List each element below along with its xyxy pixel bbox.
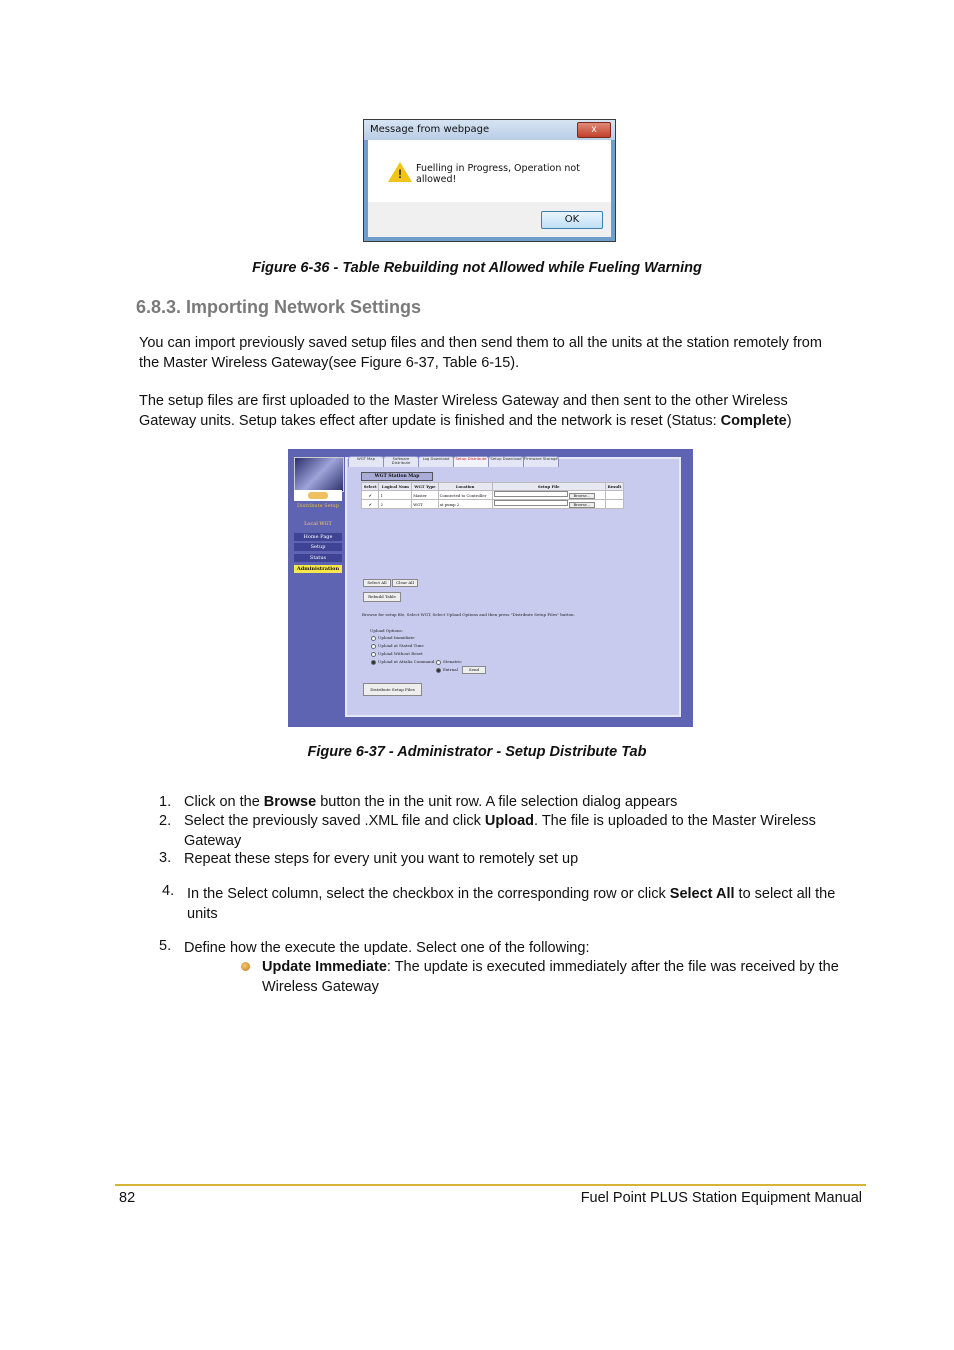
figure-6-37-caption: Figure 6-37 - Administrator - Setup Distribute Tab xyxy=(307,744,647,760)
table-row xyxy=(362,500,624,509)
dialog-footer xyxy=(368,202,611,237)
file-input[interactable] xyxy=(494,491,568,497)
col-logical-num: Logical Num xyxy=(379,483,412,491)
row-setup-file xyxy=(492,491,605,500)
instructions-text: Browse for setup file, Select WGT, Select Upload Options and then press "Distribute Setup Files" button. xyxy=(362,612,575,617)
step-3: Repeat these steps for every unit you want to remotely set up xyxy=(184,851,579,867)
row-location: at pump 2 xyxy=(438,500,492,509)
dialog-message: Fuelling in Progress, Operation not allowed! xyxy=(416,163,580,185)
tab-firmware-storage[interactable]: Firmware Storage xyxy=(523,456,559,467)
step-5: Define how the execute the update. Select one of the following: xyxy=(184,940,590,956)
browse-button[interactable]: Browse... xyxy=(569,502,595,508)
close-button[interactable]: x xyxy=(577,122,611,138)
option-immediate[interactable]: Upload Immidiate xyxy=(371,635,414,641)
ok-button[interactable]: OK xyxy=(541,211,603,229)
step-4: In the Select column, select the checkbox in the corresponding row or click Select All to select all the units xyxy=(187,886,836,922)
logo-banner xyxy=(294,490,342,501)
nav-status[interactable]: Status xyxy=(294,554,342,562)
step-2: Select the previously saved .XML file and click Upload. The file is uploaded to the Master Wireless Gateway xyxy=(184,813,816,849)
row-checkbox[interactable]: ✔ xyxy=(362,500,379,509)
col-location: Location xyxy=(438,483,492,491)
section-heading: 6.8.3. Importing Network Settings xyxy=(136,297,422,317)
bullet-icon xyxy=(241,962,250,971)
tab-setup-download[interactable]: Setup Download xyxy=(488,456,524,467)
col-setup-file: Setup File xyxy=(492,483,605,491)
dialog-title: Message from webpage xyxy=(364,120,615,140)
row-setup-file xyxy=(492,500,605,509)
sub-option-2[interactable]: Extrnal xyxy=(436,667,458,673)
send-button[interactable]: Send xyxy=(462,666,486,674)
tab-log-download[interactable]: Log Download xyxy=(418,456,454,467)
footer-title: Fuel Point PLUS Station Equipment Manual xyxy=(580,1190,862,1206)
step-number: 2. xyxy=(159,813,172,829)
option-command[interactable]: Upload at Attalia Command xyxy=(371,659,434,665)
message-dialog xyxy=(363,119,616,242)
row-type: Master xyxy=(412,491,438,500)
row-result xyxy=(605,500,623,509)
clear-all-button[interactable]: Clear All xyxy=(392,579,418,587)
nav-administration[interactable]: Administration xyxy=(294,565,342,573)
wgt-table xyxy=(361,482,624,509)
col-wgt-type: WGT Type xyxy=(412,483,438,491)
nav-section-label: Distribute Setup xyxy=(297,503,339,509)
row-location: Connected to Controller xyxy=(438,491,492,500)
figure-6-36-caption: Figure 6-36 - Table Rebuilding not Allowed while Fueling Warning xyxy=(252,260,702,276)
rebuild-table-button[interactable]: Rebuild Table xyxy=(363,592,401,602)
paragraph-2: The setup files are first uploaded to the Master Wireless Gateway and then sent to the other Wireless Gateway units. Setup takes effect after update is finished and the network is reset (Status: Complete) xyxy=(139,393,792,429)
paragraph-1: You can import previously saved setup files and then send them to all the units at the station remotely from the Master Wireless Gateway(see Figure 6-37, Table 6-15). xyxy=(139,335,822,371)
nav-setup[interactable]: Setup xyxy=(294,543,342,551)
tab-setup-distribute[interactable]: Setup Distribute xyxy=(453,456,489,467)
step-number: 1. xyxy=(159,794,172,810)
admin-screenshot xyxy=(288,449,693,727)
file-input[interactable] xyxy=(494,500,568,506)
footer-rule xyxy=(115,1184,866,1186)
browse-button[interactable]: Browse... xyxy=(569,493,595,499)
nav-local-wgt[interactable]: Local WGT xyxy=(304,521,332,527)
warning-mark: ! xyxy=(398,167,402,181)
step-number: 4. xyxy=(162,883,175,899)
station-map-title: WGT Station Map xyxy=(361,472,433,481)
tab-wgt-map[interactable]: WGT Map xyxy=(348,456,384,467)
col-result: Result xyxy=(605,483,623,491)
option-without-reset[interactable]: Upload Without Reset xyxy=(371,651,423,657)
tab-software-distribute[interactable]: Software Distribute xyxy=(383,456,419,467)
sub-option-1[interactable]: Stenatric xyxy=(436,659,462,665)
bullet-update-immediate: Update Immediate: The update is executed immediately after the file was received by the Wireless Gateway xyxy=(262,959,839,995)
step-1: Click on the Browse button the in the unit row. A file selection dialog appears xyxy=(184,794,678,810)
col-select: Select xyxy=(362,483,379,491)
option-stated-time[interactable]: Upload at Stated Time xyxy=(371,643,424,649)
page-number: 82 xyxy=(119,1190,136,1206)
row-type: WGT xyxy=(412,500,438,509)
distribute-setup-files-button[interactable]: Distribute Setup Files xyxy=(363,683,422,696)
step-number: 3. xyxy=(159,850,172,866)
upload-options-label: Upload Options: xyxy=(370,628,403,633)
row-num: 2 xyxy=(379,500,412,509)
row-num: 1 xyxy=(379,491,412,500)
dialog-body xyxy=(368,140,611,202)
row-checkbox[interactable]: ✔ xyxy=(362,491,379,500)
step-number: 5. xyxy=(159,938,172,954)
app-logo xyxy=(294,457,344,492)
table-row xyxy=(362,491,624,500)
nav-home[interactable]: Home Page xyxy=(294,533,342,541)
row-result xyxy=(605,491,623,500)
select-all-button[interactable]: Select All xyxy=(363,579,391,587)
